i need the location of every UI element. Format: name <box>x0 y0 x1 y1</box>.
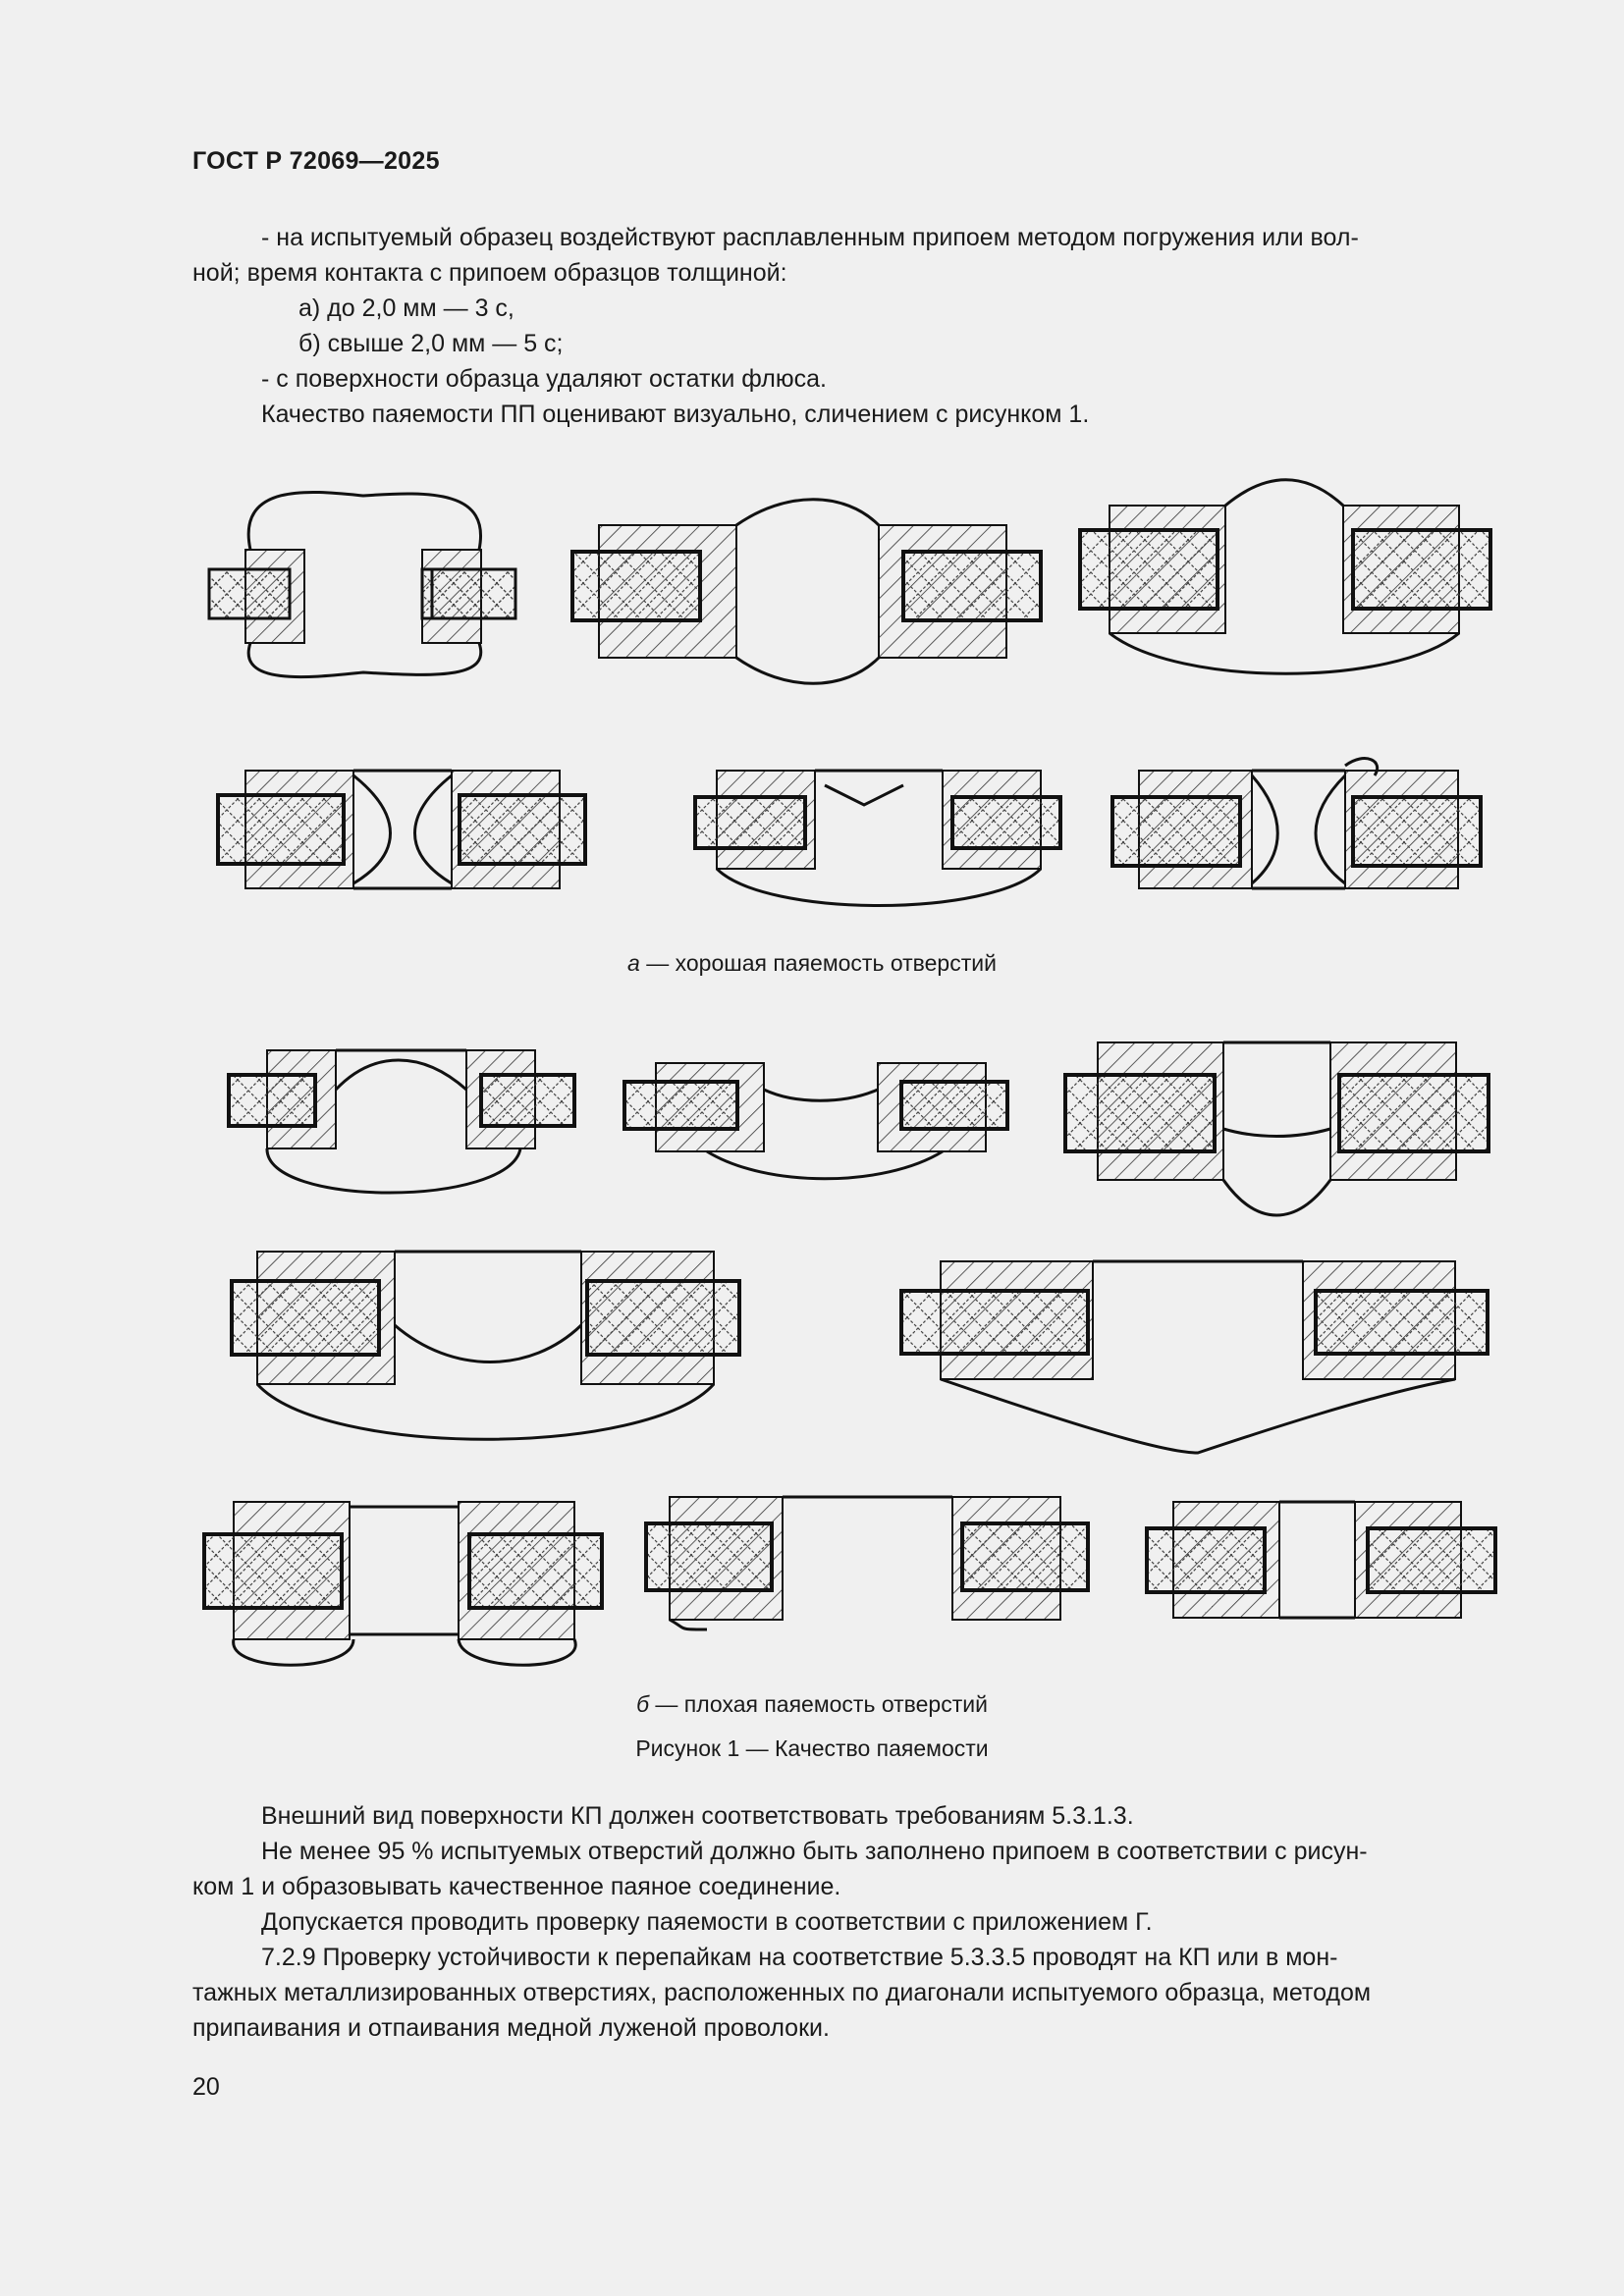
text-line: 7.2.9 Проверку устойчивости к перепайкам на соответствие 5.3.3.5 проводят на КП или в мон- <box>261 1944 1338 1971</box>
text-line: Допускается проводить проверку паяемости в соответствии с приложением Г. <box>261 1908 1153 1936</box>
text-line: тажных металлизированных отверстиях, расположенных по диагонали испытуемого образца, методом <box>192 1979 1372 2006</box>
figure-b6 <box>204 1502 602 1665</box>
text-line: припаивания и отпаивания медной луженой проволоки. <box>192 2014 830 2042</box>
caption-b-text: — плохая паяемость отверстий <box>649 1691 988 1717</box>
figure-b3 <box>1065 1042 1489 1215</box>
figure-b4 <box>232 1252 739 1439</box>
caption-a-text: — хорошая паяемость отверстий <box>639 950 997 976</box>
text-line: Не менее 95 % испытуемых отверстий должно быть заполнено припоем в соответствии с рисун- <box>261 1838 1368 1865</box>
document-header: ГОСТ Р 72069—2025 <box>192 147 440 175</box>
bottom-text-block <box>192 1798 1508 2046</box>
text-line: а) до 2,0 мм — 3 с, <box>298 294 514 322</box>
text-line: б) свыше 2,0 мм — 5 с; <box>298 330 564 357</box>
page-number: 20 <box>192 2073 220 2101</box>
figure-b5 <box>901 1261 1488 1453</box>
caption-a-letter: а <box>627 950 640 976</box>
caption-b-letter: б <box>636 1691 649 1717</box>
text-line: ной; время контакта с припоем образцов толщиной: <box>192 259 787 287</box>
text-line: Качество паяемости ПП оценивают визуально, сличением с рисунком 1. <box>261 400 1090 428</box>
figure-b1 <box>229 1050 574 1193</box>
text-line: - на испытуемый образец воздействуют расплавленным припоем методом погружения или вол- <box>261 224 1359 251</box>
caption-b <box>0 1691 1624 1718</box>
figure-title: Рисунок 1 — Качество паяемости <box>635 1735 989 1761</box>
figure-b2 <box>624 1063 1007 1179</box>
text-line: - с поверхности образца удаляют остатки флюса. <box>261 365 827 393</box>
figure-b7 <box>646 1497 1088 1629</box>
figure-b8 <box>1147 1502 1495 1618</box>
text-line: ком 1 и образовывать качественное паяное соединение. <box>192 1873 841 1900</box>
text-line: Внешний вид поверхности КП должен соответствовать требованиям 5.3.1.3. <box>261 1802 1134 1830</box>
